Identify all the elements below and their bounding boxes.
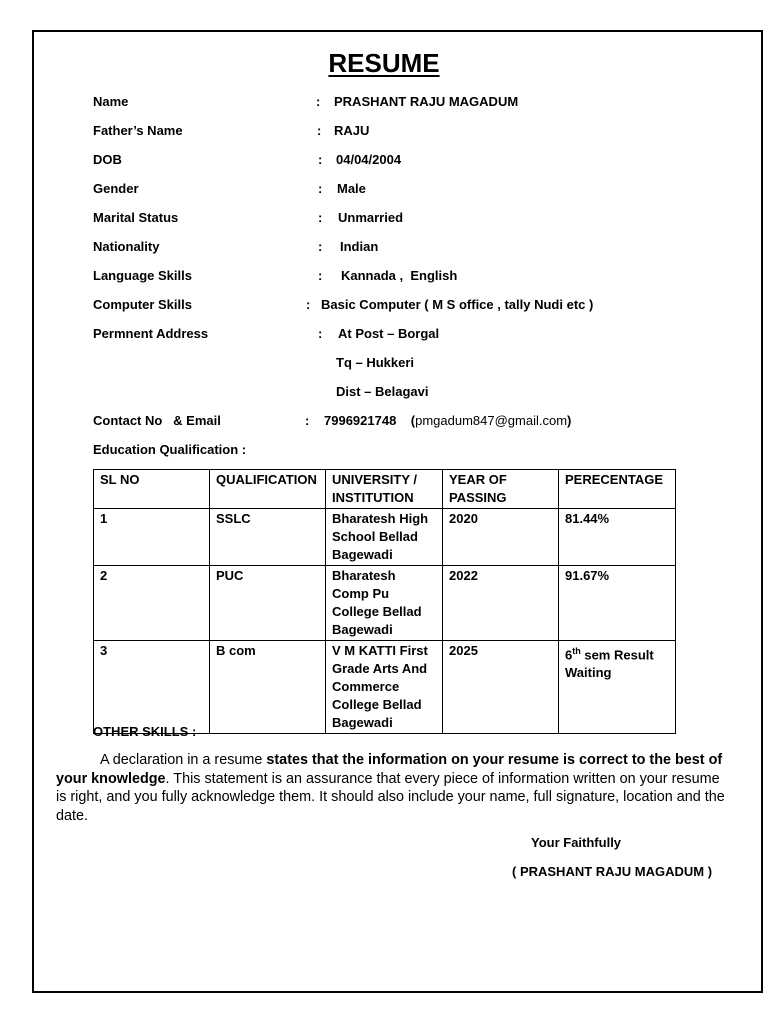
address-label: Permnent Address (93, 326, 209, 341)
computer-skills-value: Basic Computer ( M S office , tally Nudi etc ) (321, 297, 594, 312)
qualification-cell: B com (210, 641, 326, 734)
computer-skills-label: Computer Skills (93, 297, 192, 312)
gender-label: Gender (93, 181, 139, 196)
year-cell: 2020 (443, 509, 559, 566)
father-name-value: RAJU (334, 123, 370, 138)
name-value: PRASHANT RAJU MAGADUM (334, 94, 519, 109)
education-heading: Education Qualification : (93, 442, 247, 457)
percentage-text: sem Result Waiting (565, 647, 654, 681)
marital-status-label: Marital Status (93, 210, 179, 225)
colon: : (318, 181, 323, 196)
other-skills-heading: OTHER SKILLS : (93, 724, 197, 739)
column-header: YEAR OF PASSING (443, 470, 559, 509)
qualification-cell: PUC (210, 566, 326, 641)
colon: : (306, 297, 311, 312)
marital-status-value: Unmarried (338, 210, 404, 225)
table-row (94, 509, 676, 566)
percentage-superscript: th (572, 646, 581, 656)
sl-no-cell: 2 (94, 566, 210, 641)
colon: : (317, 123, 322, 138)
nationality-label: Nationality (93, 239, 160, 254)
language-skills-value: Kannada , English (341, 268, 458, 283)
percentage-number: 6 (565, 647, 573, 663)
dob-label: DOB (93, 152, 122, 167)
sl-no-cell: 3 (94, 641, 210, 734)
colon: : (318, 326, 323, 341)
year-cell: 2022 (443, 566, 559, 641)
year-cell: 2025 (443, 641, 559, 734)
contact-value: 7996921748 (pmgadum847@gmail.com) (324, 413, 572, 428)
contact-label: Contact No & Email (93, 413, 221, 428)
signature-name: ( PRASHANT RAJU MAGADUM ) (512, 864, 713, 879)
table-header-row (94, 470, 676, 509)
declaration-paragraph (56, 751, 726, 825)
colon: : (318, 239, 323, 254)
institution-cell: Bharatesh High School Bellad Bagewadi (326, 509, 443, 566)
resume-title: RESUME (328, 48, 440, 78)
gender-value: Male (337, 181, 366, 196)
closing-text: Your Faithfully (531, 835, 622, 850)
percentage-cell (559, 641, 676, 734)
father-name-label: Father’s Name (93, 123, 183, 138)
email-address: pmgadum847@gmail.com (415, 413, 568, 428)
name-label: Name (93, 94, 129, 109)
colon: : (305, 413, 310, 428)
table-row (94, 566, 676, 641)
percentage-cell: 81.44% (559, 509, 676, 566)
address-line-2: Tq – Hukkeri (336, 355, 415, 370)
declaration-text-1: A declaration in a resume (100, 752, 267, 768)
declaration-text-2: . This statement is an assurance that every piece of information written on your resume is right, and you fully acknowledge them. It should also include your name, full signature, location and the date. (56, 770, 725, 824)
column-header: SL NO (94, 470, 210, 509)
column-header: PERECENTAGE (559, 470, 676, 509)
column-header: QUALIFICATION (210, 470, 326, 509)
colon: : (318, 210, 323, 225)
table-row (94, 641, 676, 734)
declaration-text-bold: states that the information on your resume is correct to the best of your knowledge (56, 752, 723, 787)
institution-cell: V M KATTI First Grade Arts And Commerce College Bellad Bagewadi (326, 641, 443, 734)
colon: : (316, 94, 321, 109)
language-skills-label: Language Skills (93, 268, 192, 283)
nationality-value: Indian (340, 239, 379, 254)
sl-no-cell: 1 (94, 509, 210, 566)
colon: : (318, 152, 323, 167)
phone-number: 7996921748 (324, 413, 397, 428)
institution-cell: Bharatesh Comp Pu College Bellad Bagewadi (326, 566, 443, 641)
address-line-3: Dist – Belagavi (336, 384, 429, 399)
education-table (93, 469, 676, 734)
dob-value: 04/04/2004 (336, 152, 402, 167)
qualification-cell: SSLC (210, 509, 326, 566)
colon: : (318, 268, 323, 283)
address-line-1: At Post – Borgal (338, 326, 440, 341)
percentage-cell: 91.67% (559, 566, 676, 641)
column-header: UNIVERSITY / INSTITUTION (326, 470, 443, 509)
